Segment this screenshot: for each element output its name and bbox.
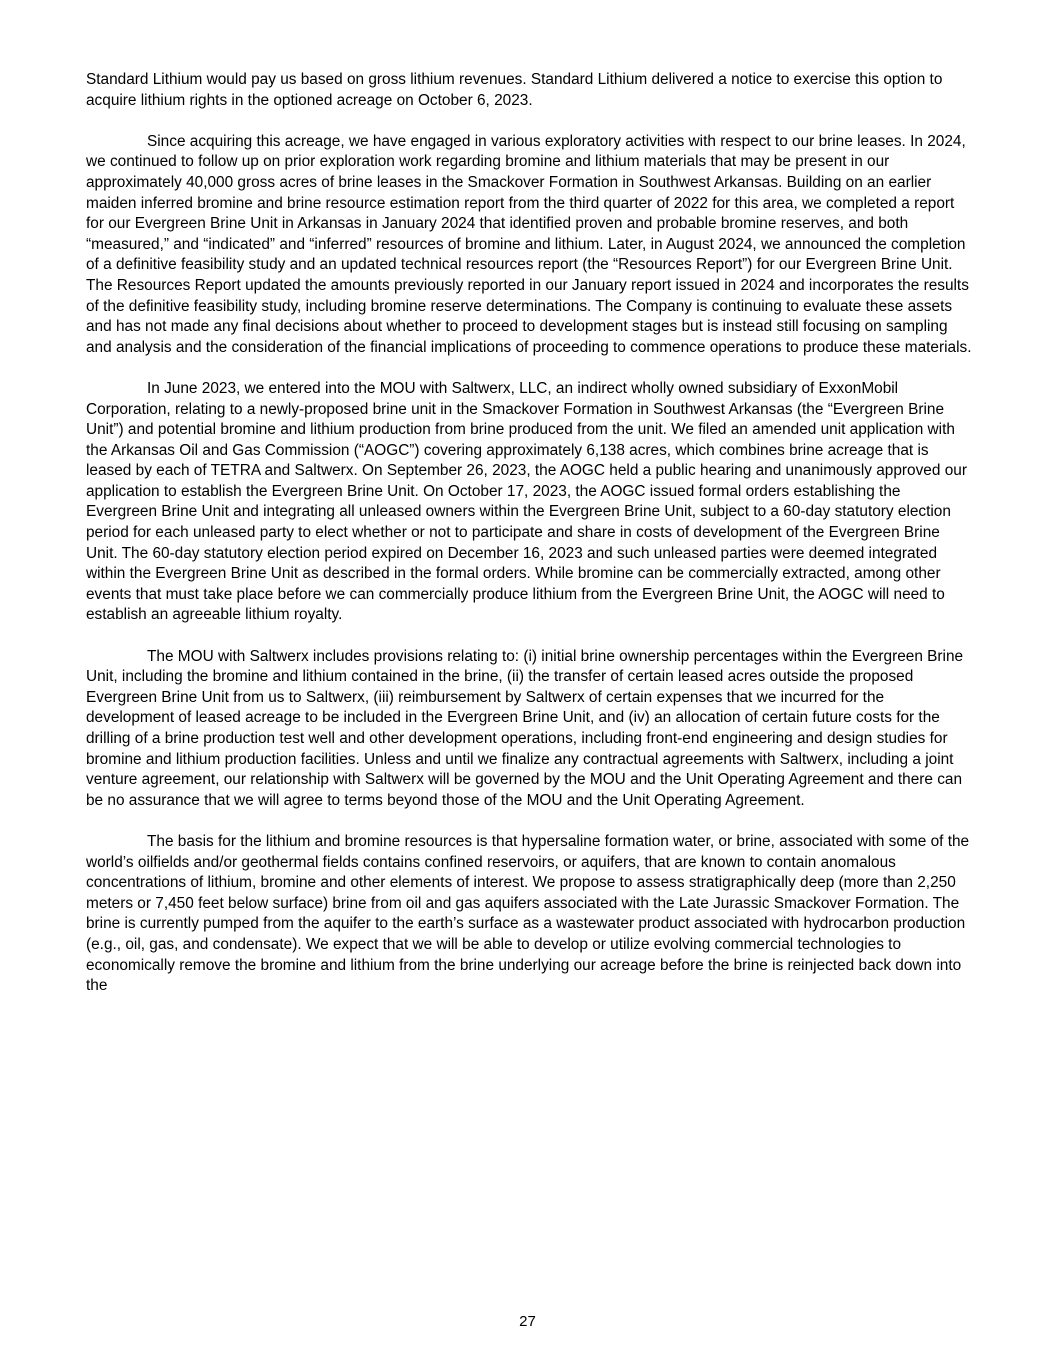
paragraph-standard-lithium-option: Standard Lithium would pay us based on gross lithium revenues. Standard Lithium delivered a notice to exercise this option to acquire lithium rights in the optioned acreage on October 6, 2023. — [86, 71, 943, 109]
page-number: 27 — [519, 1313, 536, 1330]
document-body — [86, 70, 972, 1017]
paragraph-resource-basis: The basis for the lithium and bromine resources is that hypersaline formation water, or brine, associated with some of the world’s oilfields and/or geothermal fields contains confined reservoirs, or aquifers, that are known to contain anomalous concentrations of lithium, bromine and other elements of interest. We propose to assess stratigraphically deep (more than 2,250 meters or 7,450 feet below surface) brine from oil and gas aquifers associated with the Late Jurassic Smackover Formation. The brine is currently pumped from the aquifer to the earth’s surface as a wastewater product associated with hydrocarbon production (e.g., oil, gas, and condensate). We expect that we will be able to develop or utilize evolving commercial technologies to economically remove the bromine and lithium from the brine underlying our acreage before the brine is reinjected back down into the — [86, 832, 970, 995]
paragraph-exploratory-activities: Since acquiring this acreage, we have engaged in various exploratory activities with respect to our brine leases. In 2024, we continued to follow up on prior exploration work regarding bromine and lithium materials that may be present in our approximately 40,000 gross acres of brine leases in the Smackover Formation in Southwest Arkansas. Building on an earlier maiden inferred bromine and brine resource estimation report from the third quarter of 2022 for this area, we completed a report for our Evergreen Brine Unit in Arkansas in January 2024 that identified proven and probable bromine reserves, and both “measured,” and “indicated” and “inferred” resources of bromine and lithium. Later, in August 2024, we announced the completion of a definitive feasibility study and an updated technical resources report (the “Resources Report”) for our Evergreen Brine Unit. The Resources Report updated the amounts previously reported in our January report issued in 2024 and incorporates the results of the definitive feasibility study, including bromine reserve determinations. The Company is continuing to evaluate these assets and has not made any final decisions about whether to proceed to development stages but is instead still focusing on sampling and analysis and the consideration of the financial implications of proceeding to commence operations to produce these materials. — [86, 132, 972, 356]
paragraph-mou-provisions: The MOU with Saltwerx includes provisions relating to: (i) initial brine ownership percentages within the Evergreen Brine Unit, including the bromine and lithium contained in the brine, (ii) the transfer of certain leased acres outside the proposed Evergreen Brine Unit from us to Saltwerx, (iii) reimbursement by Saltwerx of certain expenses that we incurred for the development of leased acreage to be included in the Evergreen Brine Unit, and (iv) an allocation of certain future costs for the drilling of a brine production test well and other development operations, including front-end engineering and design studies for bromine and lithium production facilities. Unless and until we finalize any contractual agreements with Saltwerx, including a joint venture agreement, our relationship with Saltwerx will be governed by the MOU and the Unit Operating Agreement and there can be no assurance that we will agree to terms beyond those of the MOU and the Unit Operating Agreement. — [86, 647, 964, 809]
paragraph-mou-saltwerx: In June 2023, we entered into the MOU with Saltwerx, LLC, an indirect wholly owned subsidiary of ExxonMobil Corporation, relating to a newly-proposed brine unit in the Smackover Formation in Southwest Arkansas (the “Evergreen Brine Unit”) and potential bromine and lithium production from brine produced from the unit. We filed an amended unit application with the Arkansas Oil and Gas Commission (“AOGC”) covering approximately 6,138 acres, which combines brine acreage that is leased by each of TETRA and Saltwerx. On September 26, 2023, the AOGC held a public hearing and unanimously approved our application to establish the Evergreen Brine Unit. On October 17, 2023, the AOGC issued formal orders establishing the Evergreen Brine Unit and integrating all unleased owners within the Evergreen Brine Unit, subject to a 60-day statutory election period for each unleased party to elect whether or not to participate and share in costs of development of the Evergreen Brine Unit. The 60-day statutory election period expired on December 16, 2023 and such unleased parties were deemed integrated within the Evergreen Brine Unit as described in the formal orders. While bromine can be commercially extracted, among other events that must take place before we can commercially produce lithium from the Evergreen Brine Unit, the AOGC will need to establish an agreeable lithium royalty. — [86, 379, 967, 624]
